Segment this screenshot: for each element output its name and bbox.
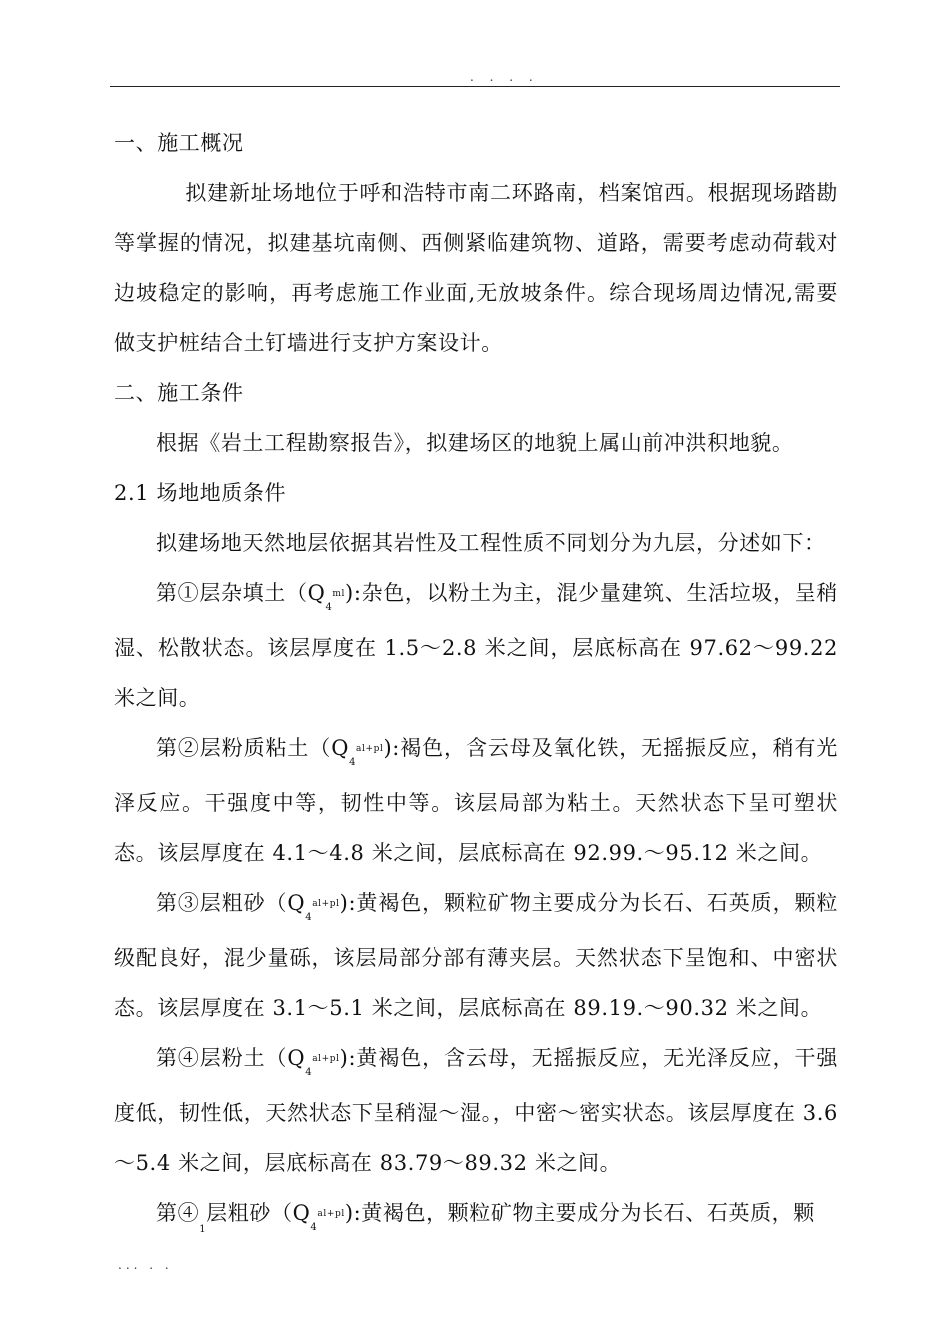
q-superscript: al+pl — [312, 899, 340, 909]
layer-3-geologic-symbol — [287, 891, 340, 923]
header-marks: . . . . — [470, 70, 539, 84]
layer-4-1-geologic-symbol — [292, 1201, 345, 1233]
layer-2-geologic-symbol — [331, 736, 384, 768]
section-1-paragraph: 拟建新址场地位于呼和浩特市南二环路南，档案馆西。根据现场踏勘等掌握的情况，拟建基坑南侧、西侧紧临建筑物、道路，需要考虑动荷载对边坡稳定的影响，再考虑施工作业面,无放坡条件。综合现场周边情况,需要做支护桩结合土钉墙进行支护方案设计。 — [114, 181, 838, 355]
layer-1-description: ):杂色，以粉土为主，混少量建筑、生活垃圾，呈稍湿、松散状态。该层厚度在 1.5～2.8 米之间，层底标高在 97.62～99.22 米之间。 — [114, 581, 839, 710]
layer-2-description: ):褐色，含云母及氧化铁，无摇振反应，稍有光泽反应。干强度中等，韧性中等。该层局部为粘土。天然状态下呈可塑状态。该层厚度在 4.1～4.8 米之间，层底标高在 92.99.～95.12 米之间。 — [114, 736, 838, 865]
layer-3-paragraph — [114, 878, 838, 1033]
header-rule — [110, 86, 840, 87]
q-subscript: 4 — [349, 757, 357, 768]
layer-4-1-description: ):黄褐色，颗粒矿物主要成分为长石、石英质，颗 — [344, 1201, 815, 1225]
layer-1-geologic-symbol — [307, 581, 346, 613]
q-subscript: 4 — [305, 1067, 313, 1078]
layer-4-1-subscript: 1 — [199, 1224, 207, 1235]
q-letter: Q — [331, 736, 350, 760]
q-superscript: ml — [332, 589, 346, 599]
section-2-1-paragraph: 拟建场地天然地层依据其岩性及工程性质不同划分为九层，分述如下： — [156, 531, 826, 555]
section-1-title: 一、施工概况 — [114, 131, 244, 155]
layer-4-description: ):黄褐色，含云母，无摇振反应，无光泽反应，干强度低，韧性低，天然状态下呈稍湿～湿。，中密～密实状态。该层厚度在 3.6～5.4 米之间，层底标高在 83.79～89.32 米之间。 — [114, 1046, 838, 1175]
q-superscript: al+pl — [312, 1054, 340, 1064]
layer-4-prefix: 第④层粉土（ — [156, 1046, 288, 1070]
q-subscript: 4 — [305, 912, 313, 923]
layer-2-paragraph — [114, 723, 838, 878]
section-2-title: 二、施工条件 — [114, 381, 244, 405]
section-2-paragraph: 根据《岩土工程勘察报告》，拟建场区的地貌上属山前冲洪积地貌。 — [156, 431, 794, 455]
layer-3-prefix: 第③层粗砂（ — [156, 891, 288, 915]
layer-1-paragraph — [114, 568, 838, 723]
layer-4-1-mid: 层粗砂（ — [206, 1201, 293, 1225]
q-letter: Q — [287, 891, 306, 915]
q-letter: Q — [292, 1201, 311, 1225]
q-letter: Q — [307, 581, 326, 605]
q-subscript: 4 — [325, 602, 333, 613]
q-letter: Q — [287, 1046, 306, 1070]
layer-4-1-paragraph — [114, 1188, 838, 1243]
layer-1-prefix: 第①层杂填土（ — [156, 581, 308, 605]
layer-4-paragraph — [114, 1033, 838, 1188]
footer-marks: ... . . — [118, 1258, 173, 1272]
q-subscript: 4 — [310, 1222, 318, 1233]
q-superscript: al+pl — [317, 1209, 345, 1219]
document-body — [114, 118, 838, 1243]
layer-2-prefix: 第②层粉质粘土（ — [156, 736, 332, 760]
section-2-1-title: 2.1 场地地质条件 — [114, 481, 287, 505]
q-superscript: al+pl — [356, 744, 384, 754]
layer-4-geologic-symbol — [287, 1046, 340, 1078]
layer-3-description: ):黄褐色，颗粒矿物主要成分为长石、石英质，颗粒级配良好，混少量砾，该层局部分部有薄夹层。天然状态下呈饱和、中密状态。该层厚度在 3.1～5.1 米之间，层底标高在 89.19.～90.32 米之间。 — [114, 891, 838, 1020]
layer-4-1-prefix: 第④ — [156, 1201, 200, 1225]
